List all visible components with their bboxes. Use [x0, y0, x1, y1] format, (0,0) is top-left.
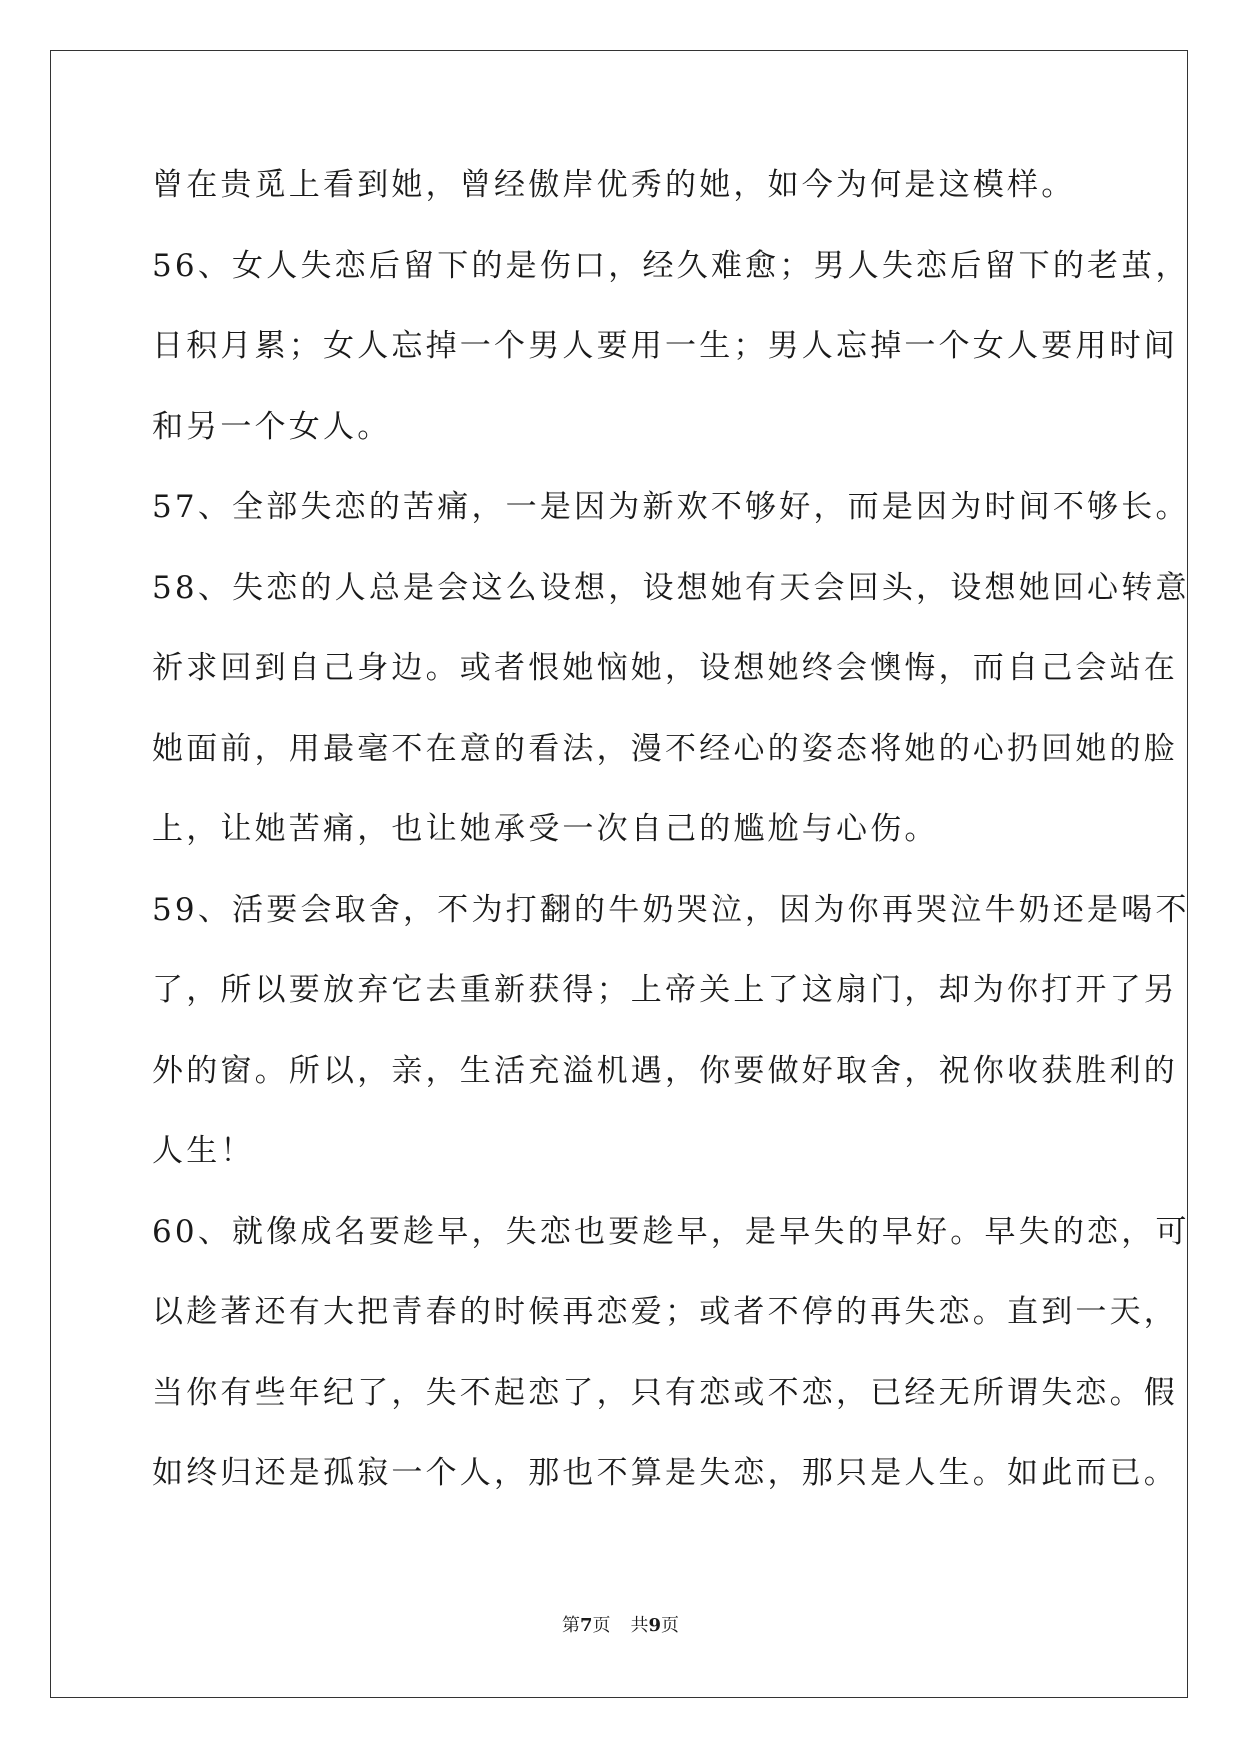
document-body — [152, 165, 1190, 1534]
footer-page-suffix: 页 — [592, 1615, 611, 1636]
text-line: 祈求回到自己身边。或者恨她恼她，设想她终会懊悔，而自己会站在 — [152, 650, 1178, 686]
text-line: 56、女人失恋后留下的是伤口，经久难愈；男人失恋后留下的老茧， — [152, 247, 1190, 284]
text-line: 58、失恋的人总是会这么设想，设想她有天会回头，设想她回心转意 — [152, 569, 1190, 606]
text-line: 人生！ — [152, 1133, 255, 1169]
text-line: 当你有些年纪了，失不起恋了，只有恋或不恋，已经无所谓失恋。假 — [152, 1374, 1178, 1411]
text-line: 日积月累；女人忘掉一个男人要用一生；男人忘掉一个女人要用时间 — [152, 328, 1178, 364]
text-line: 如终归还是孤寂一个人，那也不算是失恋，那只是人生。如此而已。 — [152, 1455, 1178, 1491]
page-footer — [0, 1614, 1241, 1638]
text-line: 曾在贵觅上看到她，曾经傲岸优秀的她，如今为何是这模样。 — [152, 167, 1076, 203]
text-line: 她面前，用最毫不在意的看法，漫不经心的姿态将她的心扔回她的脸 — [152, 730, 1178, 767]
footer-total-suffix: 页 — [661, 1615, 680, 1636]
text-line: 了，所以要放弃它去重新获得；上帝关上了这扇门，却为你打开了另 — [152, 972, 1178, 1008]
footer-page-prefix: 第 — [561, 1615, 580, 1636]
footer-page-current: 7 — [579, 1615, 593, 1636]
text-line: 外的窗。所以，亲，生活充溢机遇，你要做好取舍，祝你收获胜利的 — [152, 1052, 1178, 1089]
text-line: 以趁著还有大把青春的时候再恋爱；或者不停的再失恋。直到一天， — [152, 1294, 1178, 1330]
text-line: 60、就像成名要趁早，失恋也要趁早，是早失的早好。早失的恋，可 — [152, 1213, 1190, 1250]
text-line: 59、活要会取舍，不为打翻的牛奶哭泣，因为你再哭泣牛奶还是喝不 — [152, 891, 1190, 928]
footer-total-prefix: 共 — [630, 1615, 649, 1636]
text-line: 上，让她苦痛，也让她承受一次自己的尴尬与心伤。 — [152, 811, 939, 847]
text-line: 57、全部失恋的苦痛，一是因为新欢不够好，而是因为时间不够长。 — [152, 489, 1190, 525]
text-line: 和另一个女人。 — [152, 408, 392, 445]
footer-page-total: 9 — [648, 1615, 662, 1636]
